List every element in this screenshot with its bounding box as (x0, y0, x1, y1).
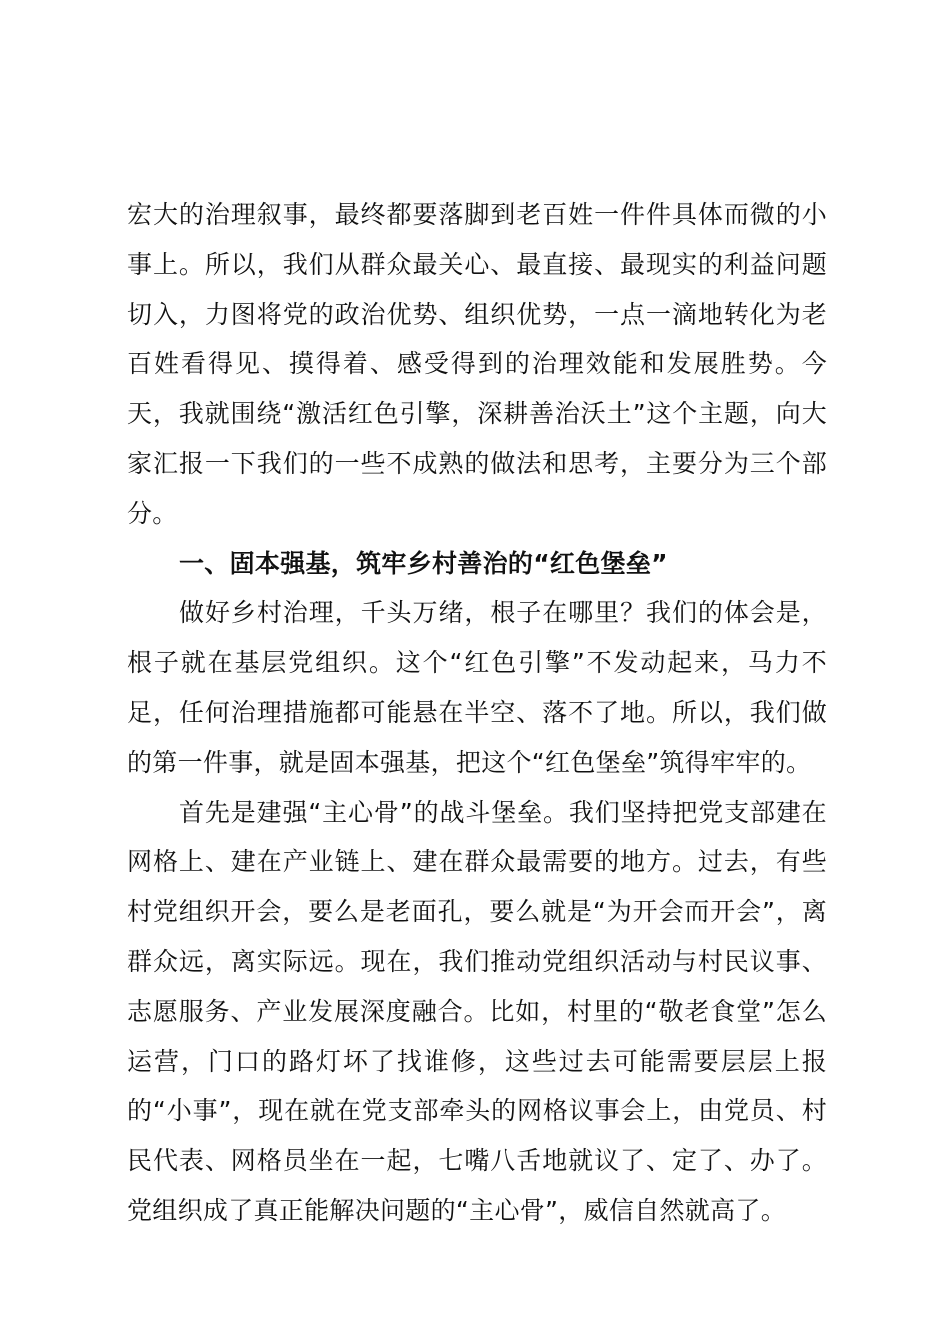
body-paragraph: 做好乡村治理，千头万绪，根子在哪里？我们的体会是，根子就在基层党组织。这个“红色引擎”不发动起来，马力不足，任何治理措施都可能悬在半空、落不了地。所以，我们做的第一件事，就是固本强基，把这个“红色堡垒”筑得牢牢的。 (127, 598, 827, 777)
section-heading: 一、固本强基，筑牢乡村善治的“红色堡垒” (179, 548, 668, 578)
intro-paragraph: 宏大的治理叙事，最终都要落脚到老百姓一件件具体而微的小事上。所以，我们从群众最关心、最直接、最现实的利益问题切入，力图将党的政治优势、组织优势，一点一滴地转化为老百姓看得见、摸得着、感受得到的治理效能和发展胜势。今天，我就围绕“激活红色引擎，深耕善治沃土”这个主题，向大家汇报一下我们的一些不成熟的做法和思考，主要分为三个部分。 (127, 200, 827, 528)
body-paragraph: 首先是建强“主心骨”的战斗堡垒。我们坚持把党支部建在网格上、建在产业链上、建在群众最需要的地方。过去，有些村党组织开会，要么是老面孔，要么就是“为开会而开会”，离群众远，离实际远。现在，我们推动党组织活动与村民议事、志愿服务、产业发展深度融合。比如，村里的“敬老食堂”怎么运营，门口的路灯坏了找谁修，这些过去可能需要层层上报的“小事”，现在就在党支部牵头的网格议事会上，由党员、村民代表、网格员坐在一起，七嘴八舌地就议了、定了、办了。党组织成了真正能解决问题的“主心骨”，威信自然就高了。 (127, 797, 827, 1225)
document-body (127, 190, 827, 1236)
